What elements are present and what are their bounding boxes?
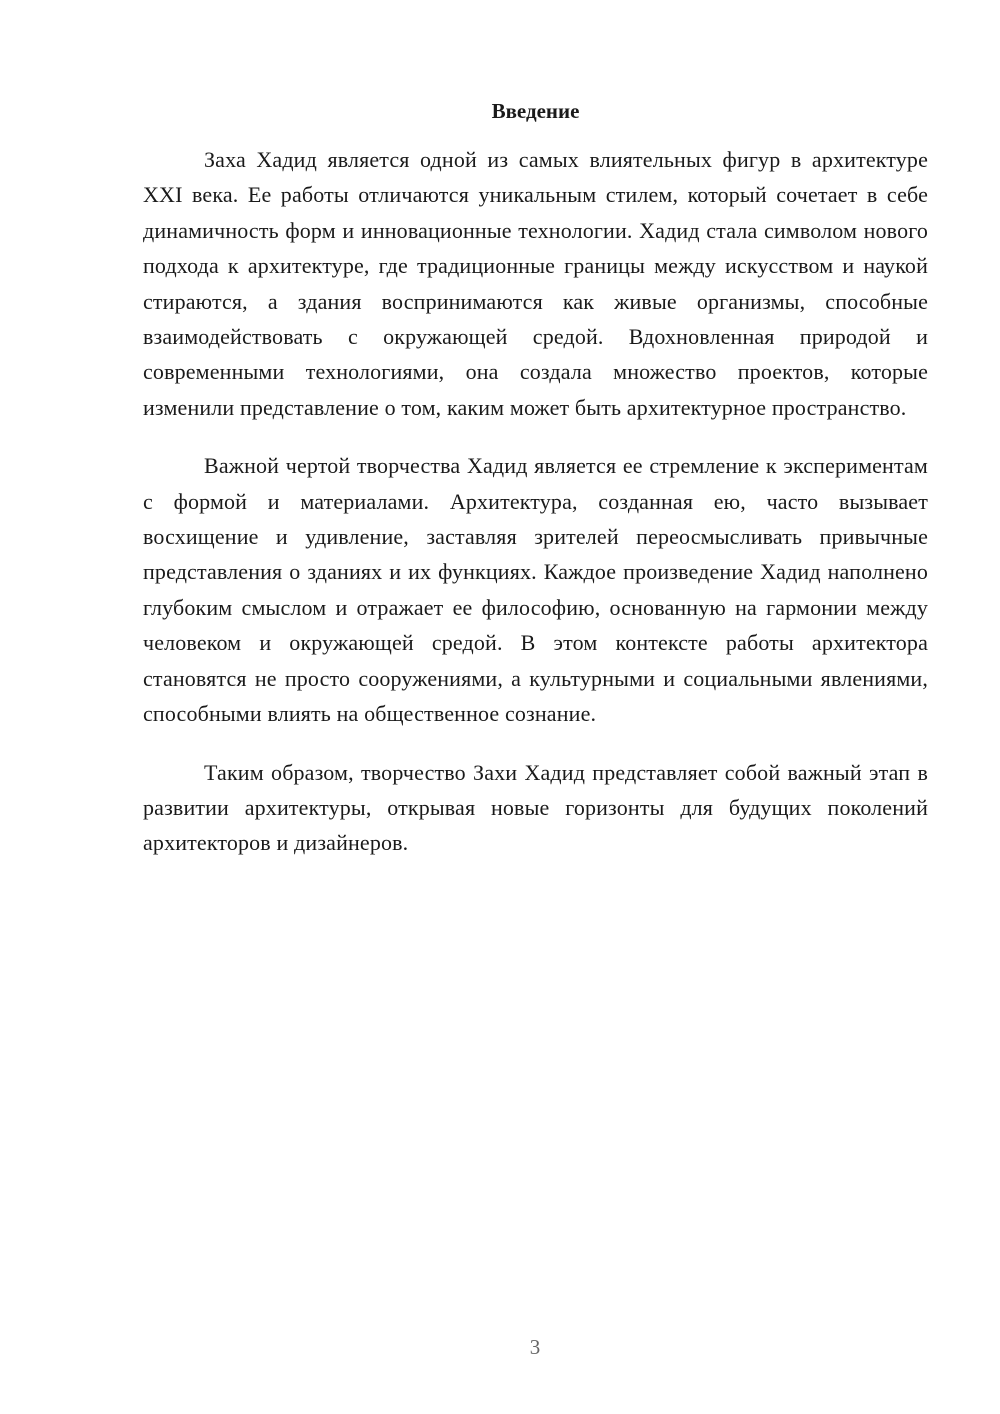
section-heading: Введение xyxy=(491,99,580,123)
paragraph-1: Заха Хадид является одной из самых влиятельных фигур в архитектуре XXI века. Ее работы отличаются уникальным стилем, который сочетает в себе динамичность форм и инновационные технологии. Хадид стала символом нового подхода к архитектуре, где традиционные границы между искусством и наукой стираются, а здания воспринимаются как живые организмы, способные взаимодействовать с окружающей средой. Вдохновленная природой и современными технологиями, она создала множество проектов, которые изменили представление о том, каким может быть архитектурное пространство. xyxy=(143,147,928,420)
paragraph-3: Таким образом, творчество Захи Хадид представляет собой важный этап в развитии архитектуры, открывая новые горизонты для будущих поколений архитекторов и дизайнеров. xyxy=(143,759,928,856)
body-text xyxy=(143,142,928,884)
page-number: 3 xyxy=(529,1335,541,1359)
paragraph-2: Важной чертой творчества Хадид является ее стремление к экспериментам с формой и материалами. Архитектура, созданная ею, часто вызывает восхищение и удивление, заставляя зрителей переосмысливать привычные представления о зданиях и их функциях. Каждое произведение Хадид наполнено глубоким смыслом и отражает ее философию, основанную на гармонии между человеком и окружающей средой. В этом контексте работы архитектора становятся не просто сооружениями, а культурными и социальными явлениями, способными влиять на общественное сознание. xyxy=(143,453,928,727)
